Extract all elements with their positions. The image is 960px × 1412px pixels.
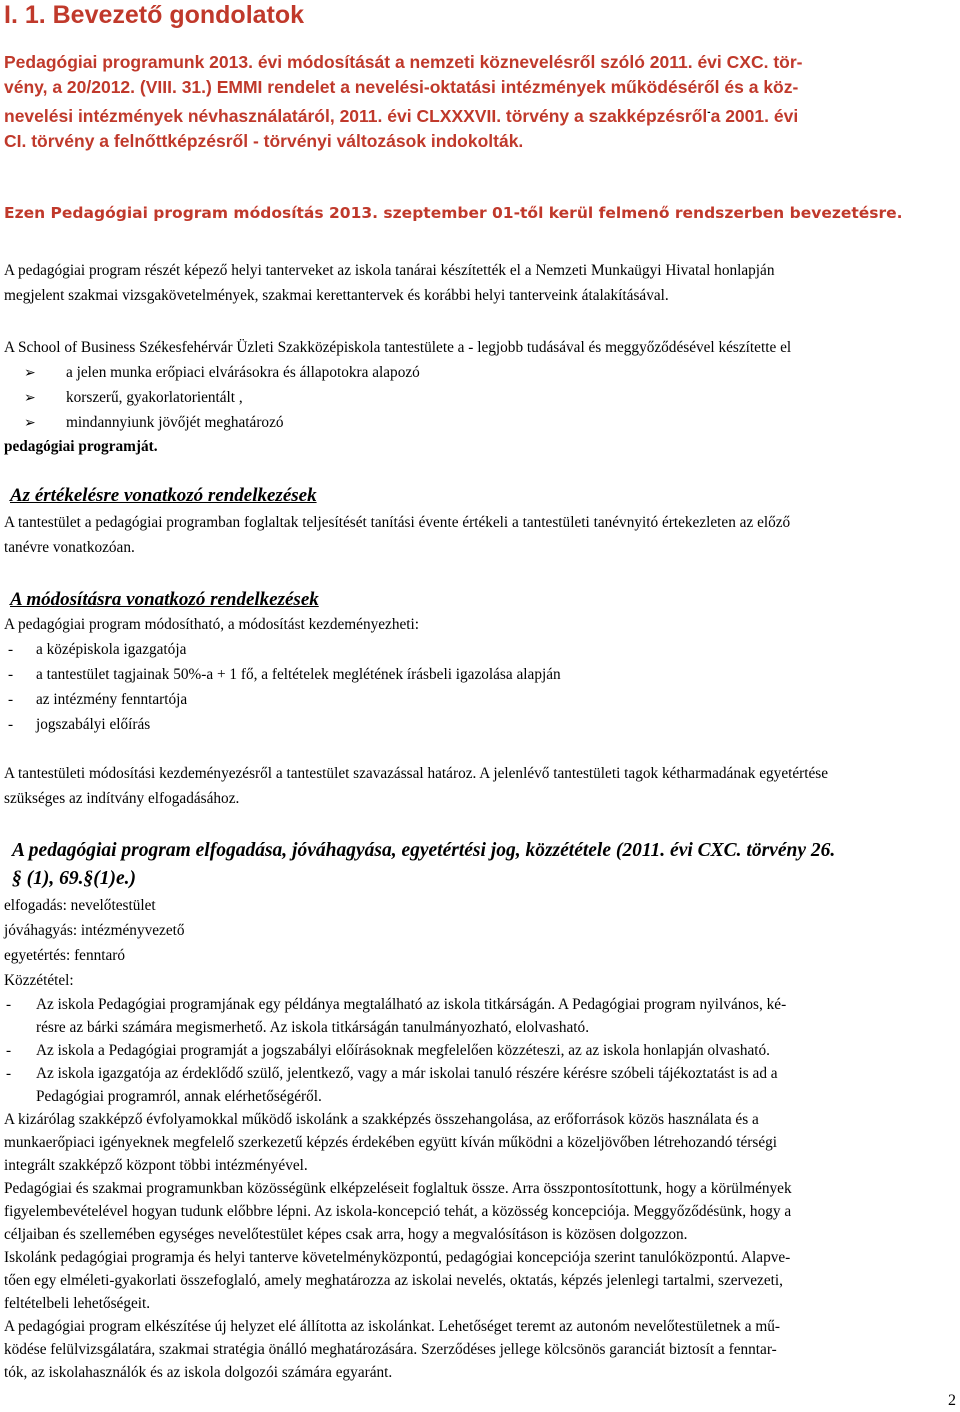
page-number: 2 — [948, 1392, 956, 1409]
paragraph-line: figyelembevételével hogyan tudunk előbbre lépni. Az iskola-koncepció tehát, a közösség koncepciója. Meggyőződésünk, hogy a — [4, 1203, 792, 1220]
list-item-line: Az iskola Pedagógiai programjának egy példánya megtalálható az iskola titkárságán. A Pedagógiai program nyilvános, ké- — [36, 996, 787, 1013]
intro-paragraph — [4, 50, 956, 154]
paragraph-line: A tantestületi módosítási kezdeményezésről a tantestület szavazással határoz. A jelenlévő tantestületi tagok kétharmadának egyetértése — [4, 765, 829, 782]
paragraph-line: Iskolánk pedagógiai programja és helyi tanterve követelményközpontú, pedagógiai koncepciója szerint tanulóközpontú. Alapve- — [4, 1249, 791, 1266]
bullet-text: a jelen munka erőpiaci elvárásokra és állapotokra alapozó — [66, 364, 420, 381]
list-item: - a középiskola igazgatója — [8, 641, 187, 658]
bullet-item — [24, 385, 243, 410]
paragraph-line: A pedagógiai program részét képező helyi tanterveket az iskola tanárai készítették el a Nemzeti Munkaügyi Hivatal honlapján — [4, 262, 775, 279]
curriculum-paragraph — [4, 258, 956, 308]
school-paragraph — [4, 335, 956, 360]
arrow-bullet-icon: ➢ — [24, 415, 36, 431]
evaluation-paragraph — [4, 510, 956, 560]
program-label — [4, 434, 956, 459]
paragraph-line: feltételbeli lehetőségeit. — [4, 1295, 151, 1312]
list-item: - a tantestület tagjainak 50%-a + 1 fő, a feltételek meglétének írásbeli igazolása alapján — [8, 666, 561, 683]
list-item: - Az iskola a Pedagógiai programját a jogszabályi előírásoknak megfelelően közzéteszi, az az iskola honlapján olvasható. — [4, 1039, 956, 1062]
list-item-line: Az iskola a Pedagógiai programját a jogszabályi előírásoknak megfelelően közzéteszi, az az iskola honlapján olvasható. — [36, 1042, 770, 1059]
paragraph-line: céljaiban és szellemében egységes nevelőtestület képes csak arra, hogy a megvalósításon is közösen dolgozzon. — [4, 1226, 688, 1243]
implementation-note: Ezen Pedagógiai program módosítás 2013. szeptember 01-től kerül felmenő rendszerben bevezetésre. — [4, 204, 903, 222]
paragraph-line: integrált szakképző központ többi intézményével. — [4, 1157, 308, 1174]
adoption-heading — [12, 837, 956, 893]
closing-paragraph — [4, 1177, 956, 1246]
paragraph-line: tően egy elméleti-gyakorlati összefoglaló, amely meghatározza az iskolai nevelés, oktatás, képzés jelenlegi tartalmi, szervezeti, — [4, 1272, 783, 1289]
modification-intro — [4, 612, 956, 637]
section-heading: I. 1. Bevezető gondolatok — [4, 1, 305, 29]
adoption-heading-line: § (1), 69.§(1)e.) — [12, 868, 136, 889]
paragraph-line: A kizárólag szakképző évfolyamokkal működő iskolánk a szakképzés összehangolása, az erőforrások közös használata és a — [4, 1111, 759, 1128]
detail-line: Közzététel: — [4, 972, 74, 989]
arrow-bullet-icon: ➢ — [24, 390, 36, 406]
closing-paragraph — [4, 1246, 956, 1315]
detail-line: jóváhagyás: intézményvezető — [4, 922, 185, 939]
list-item-line: Az iskola igazgatója az érdeklődő szülő, jelentkező, vagy a már iskolai tanuló részére kérésre szóbeli tájékoztatást is ad a — [36, 1065, 778, 1082]
intro-line: vény, a 20/2012. (VIII. 31.) EMMI rendelet a nevelési-oktatási intézmények működéséről és a köz- — [4, 77, 799, 97]
paragraph-line: Pedagógiai és szakmai programunkban közösségünk elképzeléseit foglaltuk össze. Arra összpontosítottunk, hogy a körülmények — [4, 1180, 792, 1197]
intro-line: CI. törvény a felnőttképzésről - törvényi változások indokolták. — [4, 130, 524, 151]
paragraph-line: tók, az iskolahasználók és az iskola dolgozói számára egyaránt. — [4, 1364, 393, 1381]
evaluation-heading: Az értékelésre vonatkozó rendelkezések — [10, 485, 317, 506]
adoption-details — [4, 893, 956, 993]
paragraph-line: megjelent szakmai vizsgakövetelmények, szakmai kerettantervek és korábbi helyi tanterveink átalakításával. — [4, 287, 669, 304]
paragraph-line: pedagógiai programját. — [4, 438, 158, 455]
list-item-line: résre az bárki számára megismerhető. Az iskola titkárságán tanulmányozható, elolvasható. — [36, 1019, 590, 1036]
bullet-item — [24, 410, 284, 435]
publication-list — [4, 993, 956, 1108]
list-item-text: a tantestület tagjainak 50%-a + 1 fő, a feltételek meglétének írásbeli igazolása alapján — [36, 666, 561, 683]
detail-line: egyetértés: fenntaró — [4, 947, 126, 964]
list-item-line: Pedagógiai programról, annak elérhetőségéről. — [36, 1088, 322, 1105]
closing-paragraphs — [4, 1108, 956, 1384]
list-item: - Az iskola igazgatója az érdeklődő szülő, jelentkező, vagy a már iskolai tanuló részére kérésre szóbeli tájékoztatást is ad a Pedagógiai programról, annak elérhetőségéről. — [4, 1062, 956, 1108]
adoption-heading-line: A pedagógiai program elfogadása, jóváhagyása, egyetértési jog, közzététele (2011. évi CXC. törvény 26. — [12, 840, 836, 861]
paragraph-line: A pedagógiai program módosítható, a módosítást kezdeményezheti: — [4, 616, 420, 633]
paragraph-line: A School of Business Székesfehérvár Üzleti Szakközépiskola tantestülete a - legjobb tudásával és meggyőződésével készítette el — [4, 339, 792, 356]
intro-line-end: a 2001. évi — [710, 105, 799, 126]
arrow-bullet-icon: ➢ — [24, 365, 36, 381]
paragraph-line: szükséges az indítvány elfogadásához. — [4, 790, 240, 807]
list-item: - az intézmény fenntartója — [8, 691, 188, 708]
intro-line-text: nevelési intézmények névhasználatáról, 2011. évi CLXXXVII. törvény a szakképzésről — [4, 105, 708, 126]
bullet-text: mindannyiunk jövőjét meghatározó — [66, 414, 284, 431]
intro-line-sep: - — [707, 107, 711, 118]
paragraph-line: A pedagógiai program elkészítése új helyzet elé állította az iskolánkat. Lehetőséget teremt az autonóm nevelőtestületnek a mű- — [4, 1318, 781, 1335]
intro-line — [4, 100, 956, 129]
paragraph-line: tanévre vonatkozóan. — [4, 539, 135, 556]
bullet-item — [24, 360, 420, 385]
list-item: - Az iskola Pedagógiai programjának egy példánya megtalálható az iskola titkárságán. A Pedagógiai program nyilvános, ké- résre az bárki számára megismerhető. Az iskola titkárságán tanulmányozható, elolvasható. — [4, 993, 956, 1039]
paragraph-line: A tantestület a pedagógiai programban foglaltak teljesítését tanítási évente értékeli a tantestületi tanévnyitó értekezleten az előző — [4, 514, 791, 531]
paragraph-line: ködése felülvizsgálatára, szakmai stratégia önálló meghatározására. Szerződéses jellege kölcsönös garanciát biztosít a fenntar- — [4, 1341, 777, 1358]
list-item: - jogszabályi előírás — [8, 716, 151, 733]
bullet-text: korszerű, gyakorlatorientált , — [66, 389, 243, 406]
closing-paragraph — [4, 1108, 956, 1177]
list-item-text: a középiskola igazgatója — [36, 641, 187, 658]
paragraph-line: munkaerőpiaci igényeknek megfelelő szerkezetű képzés érdekében együtt kíván működni a közeljövőben létrehozandó térségi — [4, 1134, 778, 1151]
modification-vote-paragraph — [4, 761, 956, 811]
detail-line: elfogadás: nevelőtestület — [4, 897, 156, 914]
modification-heading: A módosításra vonatkozó rendelkezések — [10, 589, 319, 610]
closing-paragraph — [4, 1315, 956, 1384]
intro-line: Pedagógiai programunk 2013. évi módosítását a nemzeti köznevelésről szóló 2011. évi CXC. tör- — [4, 52, 803, 72]
list-item-text: jogszabályi előírás — [36, 716, 151, 733]
list-item-text: az intézmény fenntartója — [36, 691, 188, 708]
